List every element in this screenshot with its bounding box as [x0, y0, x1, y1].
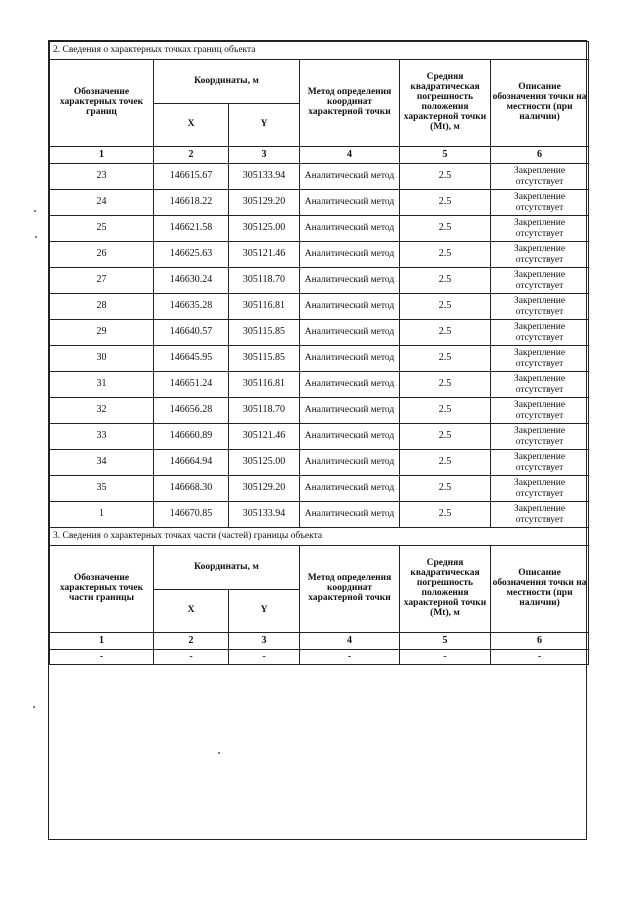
- table-row: [50, 502, 589, 528]
- cell-point: 25: [50, 216, 154, 242]
- cell-desc: Закрепление отсутствует: [491, 320, 589, 346]
- cell-x: 146670.85: [154, 502, 229, 528]
- cell-point: 26: [50, 242, 154, 268]
- cell-desc: Закрепление отсутствует: [491, 190, 589, 216]
- table-row: [50, 268, 589, 294]
- scan-speck: [218, 752, 220, 754]
- col-number: 3: [229, 633, 300, 650]
- header-error: Средняя квадратическая погрешность положения характерной точки (Mt), м: [400, 60, 491, 147]
- cell-method: Аналитический метод: [300, 346, 400, 372]
- table-row: [50, 424, 589, 450]
- cell-error: 2.5: [400, 216, 491, 242]
- cell-desc: Закрепление отсутствует: [491, 242, 589, 268]
- cell-y: 305121.46: [229, 242, 300, 268]
- cell-desc: Закрепление отсутствует: [491, 216, 589, 242]
- cell-y: 305118.70: [229, 398, 300, 424]
- cell-point: 31: [50, 372, 154, 398]
- header-designation: Обозначение характерных точек части границы: [50, 546, 154, 633]
- col-number: 5: [400, 147, 491, 164]
- cell-point: 27: [50, 268, 154, 294]
- cell-x: 146664.94: [154, 450, 229, 476]
- cell-point: 34: [50, 450, 154, 476]
- cell-error: 2.5: [400, 476, 491, 502]
- cell-error: 2.5: [400, 372, 491, 398]
- cell-x: 146618.22: [154, 190, 229, 216]
- header-designation: Обозначение характерных точек границ: [50, 60, 154, 147]
- table-row: [50, 476, 589, 502]
- section3-title: 3. Сведения о характерных точках части (частей) границы объекта: [50, 528, 589, 546]
- cell-desc: Закрепление отсутствует: [491, 268, 589, 294]
- table-row: [50, 398, 589, 424]
- cell-desc: Закрепление отсутствует: [491, 424, 589, 450]
- cell-y: 305116.81: [229, 372, 300, 398]
- table-row: [50, 294, 589, 320]
- table-row: [50, 164, 589, 190]
- header-description: Описание обозначения точки на местности (при наличии): [491, 60, 589, 147]
- cell-method: Аналитический метод: [300, 320, 400, 346]
- cell-error: 2.5: [400, 242, 491, 268]
- cell-x: 146621.58: [154, 216, 229, 242]
- cell-method: Аналитический метод: [300, 268, 400, 294]
- table-row: [50, 242, 589, 268]
- col-number: 2: [154, 147, 229, 164]
- column-numbers-row: [50, 633, 589, 650]
- cell-point: 28: [50, 294, 154, 320]
- empty-cell: -: [50, 650, 154, 665]
- table-row: [50, 346, 589, 372]
- header-description: Описание обозначения точки на местности (при наличии): [491, 546, 589, 633]
- cell-desc: Закрепление отсутствует: [491, 398, 589, 424]
- cell-method: Аналитический метод: [300, 398, 400, 424]
- cell-desc: Закрепление отсутствует: [491, 450, 589, 476]
- cell-y: 305129.20: [229, 476, 300, 502]
- cell-error: 2.5: [400, 268, 491, 294]
- cell-desc: Закрепление отсутствует: [491, 346, 589, 372]
- cell-method: Аналитический метод: [300, 216, 400, 242]
- cell-method: Аналитический метод: [300, 164, 400, 190]
- empty-cell: -: [491, 650, 589, 665]
- cell-x: 146651.24: [154, 372, 229, 398]
- cell-error: 2.5: [400, 450, 491, 476]
- col-number: 6: [491, 633, 589, 650]
- cell-method: Аналитический метод: [300, 372, 400, 398]
- cell-method: Аналитический метод: [300, 476, 400, 502]
- cell-method: Аналитический метод: [300, 502, 400, 528]
- section2-title: 2. Сведения о характерных точках границ объекта: [50, 42, 589, 60]
- cell-desc: Закрепление отсутствует: [491, 502, 589, 528]
- cell-point: 30: [50, 346, 154, 372]
- cell-y: 305121.46: [229, 424, 300, 450]
- table-row: [50, 450, 589, 476]
- cell-error: 2.5: [400, 190, 491, 216]
- cell-x: 146615.67: [154, 164, 229, 190]
- cell-desc: Закрепление отсутствует: [491, 164, 589, 190]
- col-number: 4: [300, 633, 400, 650]
- cell-y: 305115.85: [229, 346, 300, 372]
- column-numbers-row: [50, 147, 589, 164]
- cell-point: 29: [50, 320, 154, 346]
- header-x: X: [154, 590, 229, 633]
- cell-point: 1: [50, 502, 154, 528]
- cell-x: 146660.89: [154, 424, 229, 450]
- cell-point: 33: [50, 424, 154, 450]
- scan-speck: [34, 210, 36, 212]
- table-row: [50, 372, 589, 398]
- header-method: Метод определения координат характерной точки: [300, 60, 400, 147]
- cell-y: 305129.20: [229, 190, 300, 216]
- cell-error: 2.5: [400, 424, 491, 450]
- empty-data-row: [50, 650, 589, 665]
- cell-y: 305116.81: [229, 294, 300, 320]
- cell-y: 305133.94: [229, 164, 300, 190]
- cell-x: 146645.95: [154, 346, 229, 372]
- col-number: 1: [50, 633, 154, 650]
- empty-cell: -: [229, 650, 300, 665]
- col-number: 1: [50, 147, 154, 164]
- col-number: 4: [300, 147, 400, 164]
- cell-y: 305125.00: [229, 216, 300, 242]
- table-row: [50, 320, 589, 346]
- scan-speck: [33, 706, 35, 708]
- cell-point: 32: [50, 398, 154, 424]
- cell-y: 305118.70: [229, 268, 300, 294]
- cell-method: Аналитический метод: [300, 450, 400, 476]
- cell-point: 23: [50, 164, 154, 190]
- cell-method: Аналитический метод: [300, 190, 400, 216]
- cell-error: 2.5: [400, 502, 491, 528]
- cell-error: 2.5: [400, 164, 491, 190]
- cell-desc: Закрепление отсутствует: [491, 294, 589, 320]
- cell-desc: Закрепление отсутствует: [491, 372, 589, 398]
- header-y: Y: [229, 590, 300, 633]
- boundary-points-table: [49, 41, 589, 665]
- cell-desc: Закрепление отсутствует: [491, 476, 589, 502]
- cell-x: 146630.24: [154, 268, 229, 294]
- cell-x: 146640.57: [154, 320, 229, 346]
- header-error: Средняя квадратическая погрешность положения характерной точки (Mt), м: [400, 546, 491, 633]
- cell-x: 146625.63: [154, 242, 229, 268]
- cell-point: 35: [50, 476, 154, 502]
- col-number: 6: [491, 147, 589, 164]
- header-coordinates: Координаты, м: [154, 546, 300, 590]
- table-row: [50, 216, 589, 242]
- cell-x: 146635.28: [154, 294, 229, 320]
- empty-cell: -: [400, 650, 491, 665]
- empty-cell: -: [300, 650, 400, 665]
- table-row: [50, 190, 589, 216]
- cell-error: 2.5: [400, 346, 491, 372]
- cell-method: Аналитический метод: [300, 242, 400, 268]
- col-number: 2: [154, 633, 229, 650]
- cell-x: 146668.30: [154, 476, 229, 502]
- cell-method: Аналитический метод: [300, 424, 400, 450]
- cell-method: Аналитический метод: [300, 294, 400, 320]
- header-y: Y: [229, 104, 300, 147]
- header-coordinates: Координаты, м: [154, 60, 300, 104]
- cell-error: 2.5: [400, 398, 491, 424]
- header-method: Метод определения координат характерной точки: [300, 546, 400, 633]
- cell-y: 305133.94: [229, 502, 300, 528]
- cell-y: 305125.00: [229, 450, 300, 476]
- cell-error: 2.5: [400, 294, 491, 320]
- header-x: X: [154, 104, 229, 147]
- col-number: 3: [229, 147, 300, 164]
- cell-x: 146656.28: [154, 398, 229, 424]
- col-number: 5: [400, 633, 491, 650]
- cell-y: 305115.85: [229, 320, 300, 346]
- empty-cell: -: [154, 650, 229, 665]
- scan-speck: [35, 236, 37, 238]
- cell-point: 24: [50, 190, 154, 216]
- cell-error: 2.5: [400, 320, 491, 346]
- document-frame: [48, 40, 587, 840]
